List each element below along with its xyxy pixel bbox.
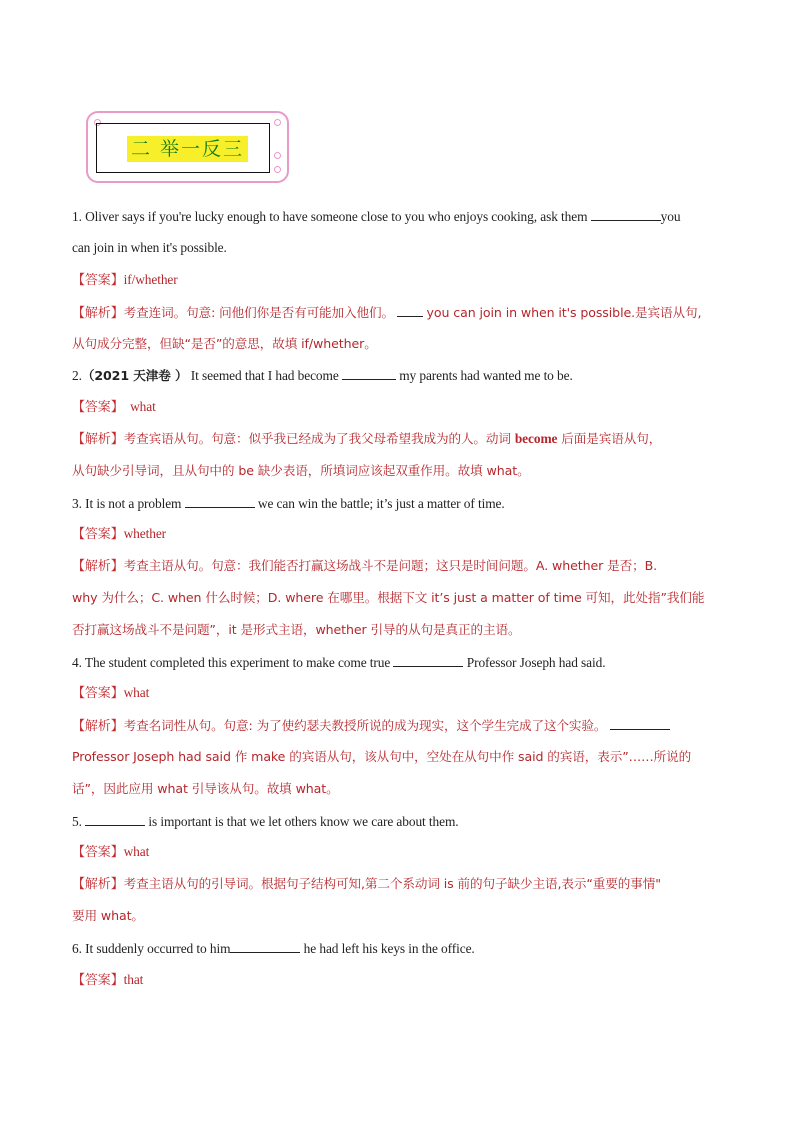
analysis-line (72, 463, 530, 479)
question-text: can join in when it's possible. (72, 240, 227, 255)
analysis-text: Professor Joseph had said 作 make 的宾语从句，该从句中，空处在从句中作 said 的宾语，表示”……所说的 (72, 749, 692, 764)
question-number: 3. (72, 496, 82, 511)
answer-line (72, 526, 166, 543)
analysis-text: 考查连词。句意: 问他们你是否有可能加入他们。 (123, 305, 395, 320)
analysis-tag: 【解析】 (72, 432, 124, 447)
question-text: The student completed this experiment to make come true (84, 655, 391, 670)
analysis-text: 考查宾语从句。句意：似乎我已经成为了我父母希望我成为的人。动词 (123, 431, 515, 446)
answer-value: what (123, 844, 150, 859)
question-number: 5. (72, 814, 82, 829)
answer-tag: 【答案】 (72, 845, 124, 860)
answer-tag: 【答案】 (72, 273, 124, 288)
question-text: my parents had wanted me to be. (399, 368, 573, 383)
frame-ornament (274, 119, 281, 126)
analysis-line (72, 431, 661, 448)
analysis-line (72, 908, 144, 924)
answer-tag: 【答案】 (72, 527, 124, 542)
analysis-line (72, 558, 657, 575)
question-line (72, 940, 475, 957)
answer-tag: 【答案】 (72, 973, 124, 988)
answer-line (72, 399, 156, 416)
answer-blank (342, 367, 396, 380)
question-line (72, 495, 505, 512)
analysis-tag: 【解析】 (72, 559, 124, 574)
analysis-tag: 【解析】 (72, 719, 124, 734)
analysis-line (72, 336, 377, 352)
question-text: It suddenly occurred to him (85, 941, 231, 956)
answer-blank (393, 654, 463, 667)
answer-tag: 【答案】 (72, 400, 124, 415)
answer-blank (397, 304, 423, 317)
analysis-line (72, 304, 701, 322)
analysis-keyword: become (514, 431, 558, 446)
question-line (72, 813, 459, 830)
answer-blank (85, 813, 145, 826)
analysis-text: 从句成分完整，但缺“是否”的意思，故填 if/whether。 (72, 336, 377, 351)
question-line (72, 654, 605, 671)
question-text: he had left his keys in the office. (303, 941, 475, 956)
analysis-text: 要用 what。 (72, 908, 144, 923)
answer-line (72, 685, 149, 702)
analysis-line (72, 876, 661, 893)
analysis-text: you can join in when it's possible.是宾语从句, (426, 305, 702, 320)
answer-blank (591, 208, 661, 221)
analysis-text: 考查名词性从句。句意: 为了使约瑟夫教授所说的成为现实，这个学生完成了这个实验。 (123, 718, 607, 733)
answer-blank (185, 495, 255, 508)
question-text: we can win the battle; it’s just a matter of time. (257, 496, 505, 511)
analysis-line (72, 749, 691, 765)
question-source: （2021 天津卷 ） (81, 368, 188, 383)
analysis-line (72, 781, 339, 797)
analysis-line (72, 622, 520, 638)
answer-value: whether (123, 526, 167, 541)
answer-value: that (123, 972, 144, 987)
answer-value: what (123, 685, 150, 700)
answer-blank (610, 717, 670, 730)
answer-value: if/whether (123, 272, 178, 287)
question-number: 1. (72, 209, 82, 224)
question-text: is important is that we let others know we care about them. (148, 814, 459, 829)
question-line (72, 208, 680, 225)
analysis-text: 否打赢这场战斗不是问题”，it 是形式主语，whether 引导的从句是真正的主语。 (72, 622, 521, 637)
answer-value: what (130, 399, 156, 414)
analysis-text: 考查主语从句。句意：我们能否打赢这场战斗不是问题；这只是时间问题。A. whether 是否；B. (123, 558, 658, 573)
question-text: you (660, 209, 681, 224)
question-text: It seemed that I had become (190, 368, 339, 383)
analysis-text: why 为什么；C. when 什么时候；D. where 在哪里。根据下文 it’s just a matter of time 可知，此处指”我们能 (72, 590, 705, 605)
answer-blank (230, 940, 300, 953)
analysis-text: 考查主语从句的引导词。根据句子结构可知,第二个系动词 is 前的句子缺少主语,表示“重要的事情" (123, 876, 661, 891)
question-text: Professor Joseph had said. (466, 655, 606, 670)
analysis-line (72, 717, 670, 735)
analysis-tag: 【解析】 (72, 306, 124, 321)
answer-tag: 【答案】 (72, 686, 124, 701)
analysis-tag: 【解析】 (72, 877, 124, 892)
question-line (72, 367, 573, 384)
analysis-text: 从句缺少引导词，且从句中的 be 缺少表语，所填词应该起双重作用。故填 what。 (72, 463, 530, 478)
question-number: 2. (72, 368, 82, 383)
question-text: It is not a problem (85, 496, 182, 511)
question-text: Oliver says if you're lucky enough to have someone close to you who enjoys cooking, ask them (85, 209, 588, 224)
analysis-line (72, 590, 704, 606)
analysis-text: 后面是宾语从句， (557, 431, 662, 446)
frame-ornament (274, 152, 281, 159)
section-title: 二 举一反三 (127, 136, 248, 162)
frame-ornament (274, 166, 281, 173)
answer-line (72, 272, 178, 289)
question-number: 6. (72, 941, 82, 956)
question-number: 4. (72, 655, 82, 670)
question-line (72, 240, 227, 256)
analysis-text: 话”，因此应用 what 引导该从句。故填 what。 (72, 781, 339, 796)
answer-line (72, 844, 149, 861)
answer-line (72, 972, 143, 989)
